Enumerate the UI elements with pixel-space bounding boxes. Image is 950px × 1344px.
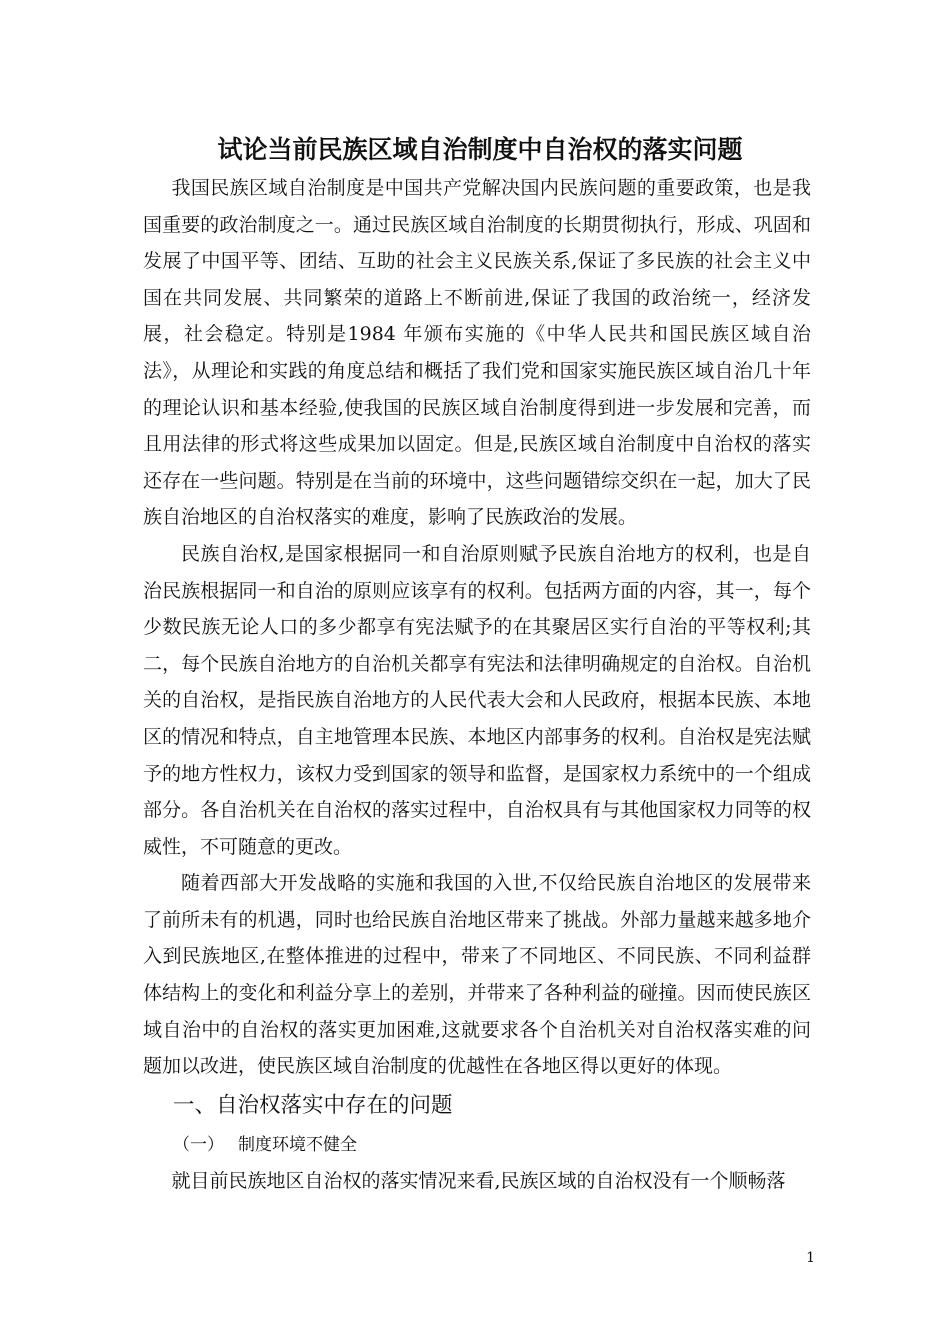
paragraph-4: 就目前民族地区自治权的落实情况来看,民族区域的自治权没有一个顺畅落 [171,1169,786,1192]
document-body [143,170,811,1199]
document-title: 试论当前民族区域自治制度中自治权的落实问题 [217,135,743,164]
paragraph-1: 我国民族区域自治制度是中国共产党解决国内民族问题的重要政策，也是我国重要的政治制度之一。通过民族区域自治制度的长期贯彻执行，形成、巩固和发展了中国平等、团结、互助的社会主义民族关系,保证了多民族的社会主义中国在共同发展、共同繁荣的道路上不断前进,保证了我国的政治统一，经济发展，社会稳定。特别是1984 年颁布实施的《中华人民共和国民族区域自治法》，从理论和实践的角度总结和概括了我们党和国家实施民族区域自治几十年的理论认识和基本经验,使我国的民族区域自治制度得到进一步发展和完善，而且用法律的形式将这些成果加以固定。但是,民族区域自治制度中自治权的落实还存在一些问题。特别是在当前的环境中，这些问题错综交织在一起，加大了民族自治地区的自治权落实的难度，影响了民族政治的发展。 [143,177,811,529]
paragraph-2: 民族自治权,是国家根据同一和自治原则赋予民族自治地方的权利，也是自治民族根据同一和自治的原则应该享有的权利。包括两方面的内容，其一，每个少数民族无论人口的多少都享有宪法赋予的在其聚居区实行自治的平等权利;其二，每个民族自治地方的自治机关都享有宪法和法律明确规定的自治权。自治机关的自治权，是指民族自治地方的人民代表大会和人民政府，根据本民族、本地区的情况和特点，自主地管理本民族、本地区内部事务的权利。自治权是宪法赋予的地方性权力，该权力受到国家的领导和监督，是国家权力系统中的一个组成部分。各自治机关在自治权的落实过程中，自治权具有与其他国家权力同等的权威性，不可随意的更改。 [143,542,811,858]
section-heading: 一、自治权落实中存在的问题 [173,1092,453,1118]
subsection-heading [143,1127,811,1163]
paragraph-3: 随着西部大开发战略的实施和我国的入世,不仅给民族自治地区的发展带来了前所未有的机遇，同时也给民族自治地区带来了挑战。外部力量越来越多地介入到民族地区,在整体推进的过程中，带来了不同地区、不同民族、不同利益群体结构上的变化和利益分享上的差别，并带来了各种利益的碰撞。因而使民族区域自治中的自治权的落实更加困难,这就要求各个自治机关对自治权落实难的问题加以改进，使民族区域自治制度的优越性在各地区得以更好的体现。 [143,872,811,1078]
subsection-number: （一） [173,1134,224,1155]
subsection-title: 制度环境不健全 [238,1134,357,1155]
page-number: 1 [806,1250,815,1266]
